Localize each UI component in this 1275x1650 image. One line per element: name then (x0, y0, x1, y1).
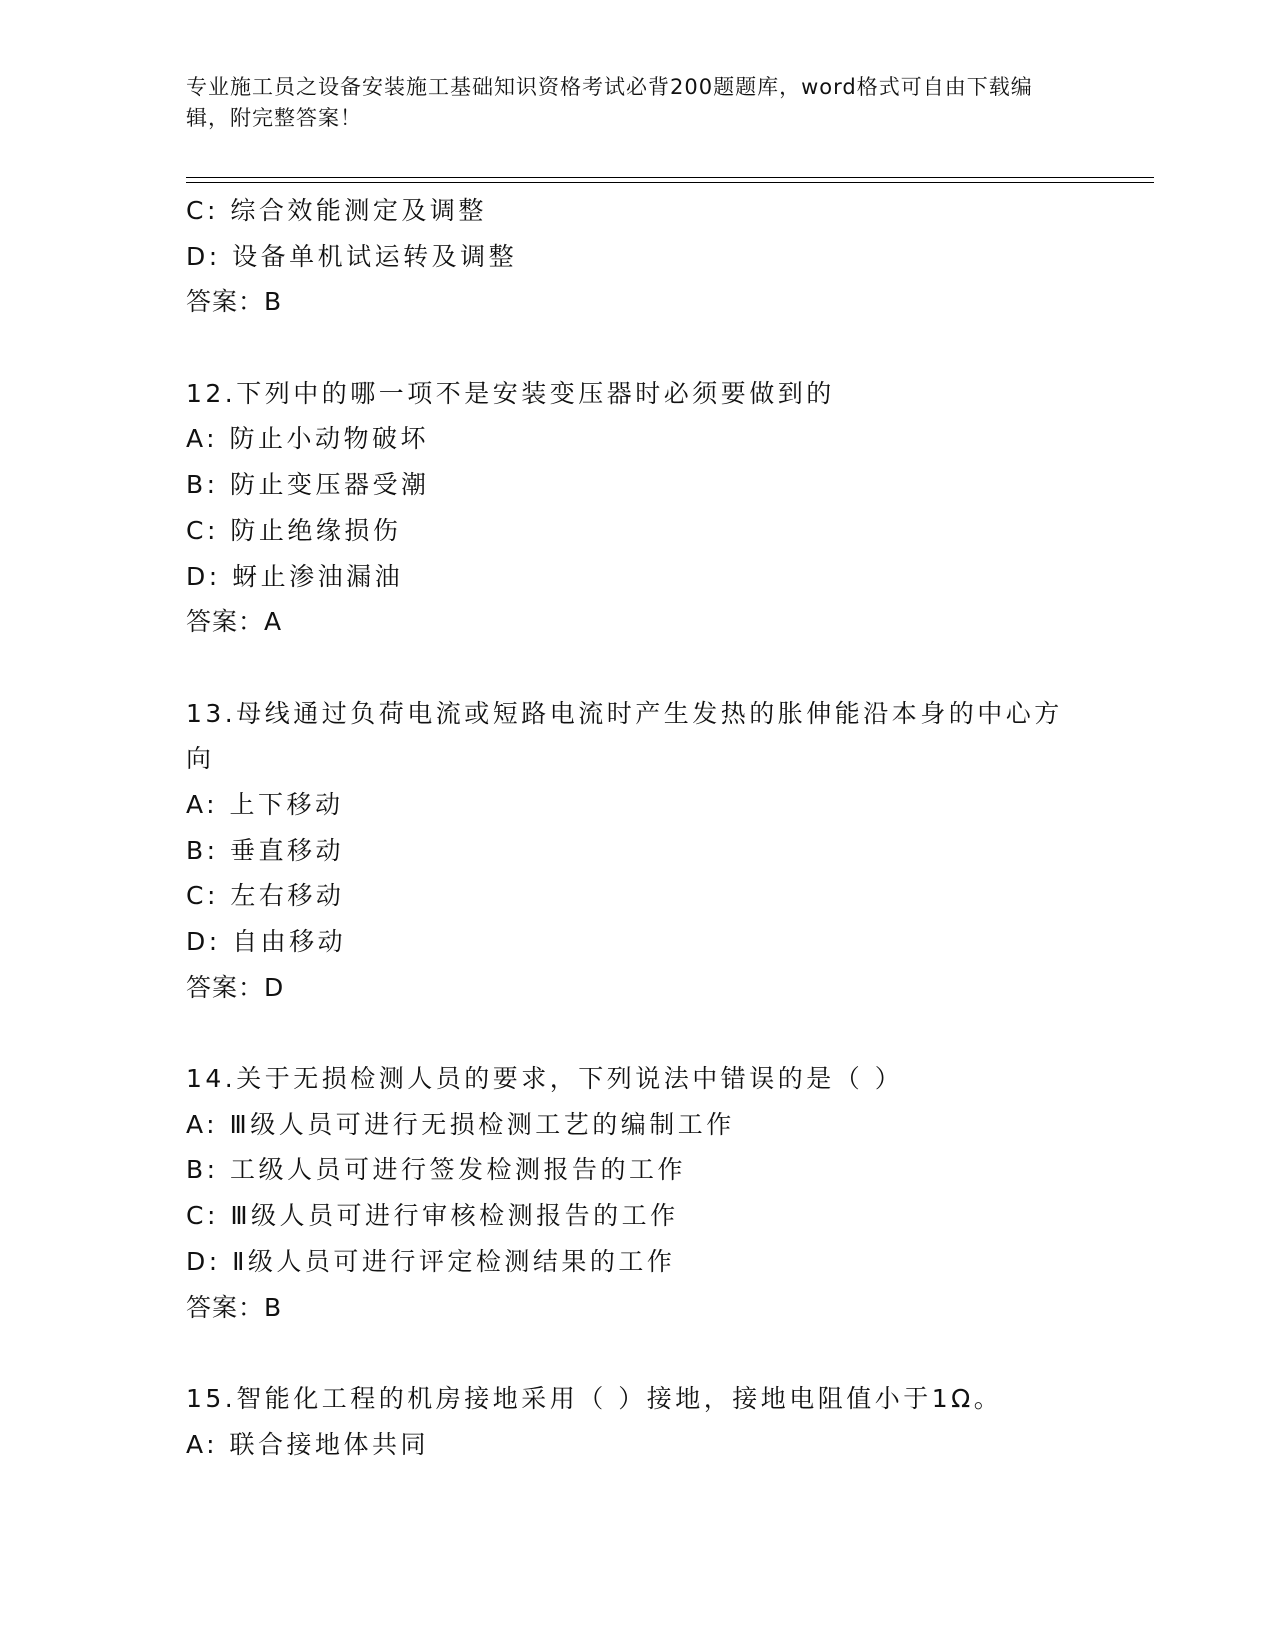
question-stem: 12.下列中的哪一项不是安装变压器时必须要做到的 (186, 378, 835, 408)
option-a: A: Ⅲ级人员可进行无损检测工艺的编制工作 (186, 1109, 735, 1139)
answer-line: 答案：B (186, 287, 283, 317)
option-a: A: 上下移动 (186, 789, 344, 819)
question-block-12 (186, 371, 1086, 645)
question-stem: 14.关于无损检测人员的要求，下列说法中错误的是（ ） (186, 1064, 904, 1094)
answer-line: 答案：B (186, 1292, 283, 1322)
option-d: D: 设备单机试运转及调整 (186, 241, 518, 271)
question-stem: 15.智能化工程的机房接地采用（ ）接地，接地电阻值小于1Ω。 (186, 1383, 1003, 1413)
question-block-14 (186, 1056, 1086, 1330)
header-divider-top (186, 177, 1154, 178)
option-d: D: 蚜止渗油漏油 (186, 561, 404, 591)
header-divider-bottom (186, 182, 1154, 183)
option-d: D: Ⅱ级人员可进行评定检测结果的工作 (186, 1246, 676, 1276)
option-c: C: 防止绝缘损伤 (186, 515, 402, 545)
option-c: C: 综合效能测定及调整 (186, 196, 487, 225)
option-c: C: Ⅲ级人员可进行审核检测报告的工作 (186, 1201, 679, 1231)
question-list (186, 188, 1086, 1467)
question-block-13 (186, 691, 1086, 1011)
question-block-15 (186, 1376, 1086, 1467)
option-b: B: 防止变压器受潮 (186, 470, 430, 500)
option-d: D: 自由移动 (186, 927, 347, 957)
option-c: C: 左右移动 (186, 881, 345, 911)
option-b: B: 垂直移动 (186, 835, 345, 865)
question-block-11 (186, 188, 1086, 325)
option-b: B: 工级人员可进行签发检测报告的工作 (186, 1155, 687, 1185)
option-a: A: 防止小动物破坏 (186, 424, 430, 454)
question-stem: 13.母线通过负荷电流或短路电流时产生发热的胀伸能沿本身的中心方向 (186, 698, 1063, 774)
document-header: 专业施工员之设备安装施工基础知识资格考试必背200题题库，word格式可自由下载编辑，附完整答案！ (186, 75, 1033, 130)
answer-line: 答案：A (186, 607, 283, 637)
option-a: A: 联合接地体共同 (186, 1429, 430, 1459)
answer-line: 答案：D (186, 972, 285, 1002)
